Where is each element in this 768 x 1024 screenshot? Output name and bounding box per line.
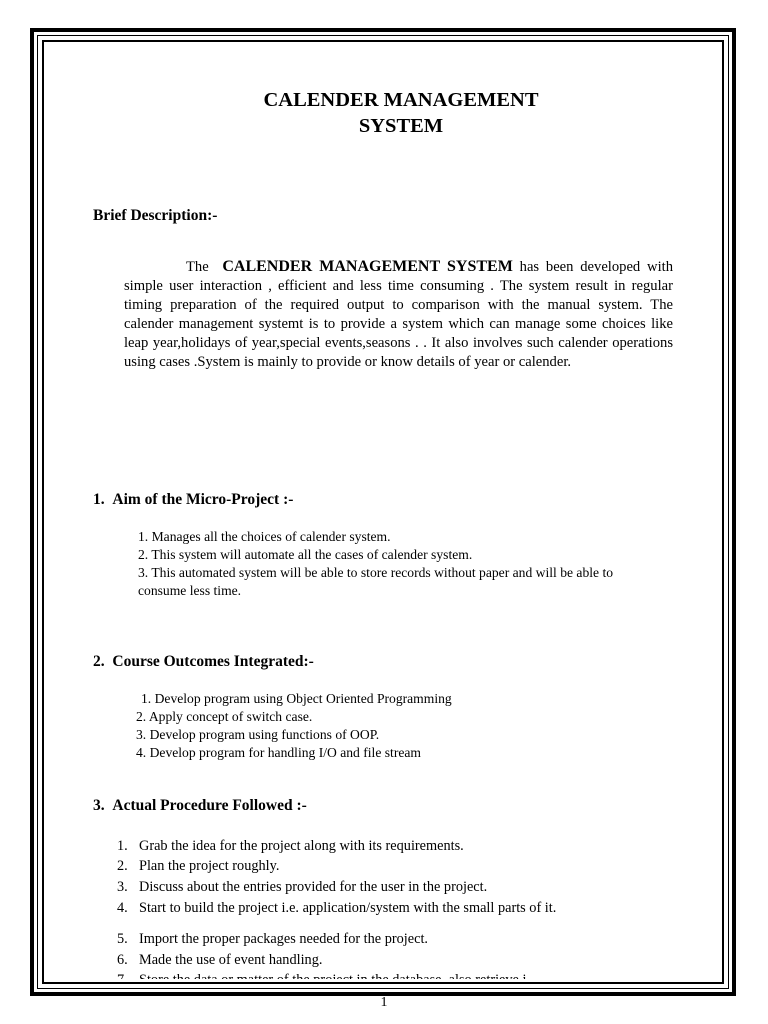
aim-item: consume less time. xyxy=(138,583,242,598)
aim-heading: Aim of the Micro-Project :- xyxy=(112,491,294,508)
outcomes-heading: Course Outcomes Integrated:- xyxy=(112,653,314,670)
procedure-step xyxy=(117,836,464,856)
document-title-line1: CALENDER MANAGEMENT xyxy=(263,89,539,111)
step-number: 2. xyxy=(117,858,128,874)
procedure-step xyxy=(117,929,428,949)
procedure-number: 3. xyxy=(93,797,105,814)
brief-description-heading: Brief Description:- xyxy=(93,207,218,224)
outcomes-section-heading xyxy=(93,652,314,672)
document-title-line2: SYSTEM xyxy=(358,115,444,137)
procedure-step xyxy=(117,856,279,876)
procedure-step xyxy=(117,898,556,918)
outcome-item: 2. Apply concept of switch case. xyxy=(136,709,313,724)
page-number: 1 xyxy=(380,995,388,1010)
step-text: Grab the idea for the project along with its requirements. xyxy=(139,838,464,854)
step-text: Made the use of event handling. xyxy=(139,952,323,968)
step-number: 5. xyxy=(117,931,128,947)
step-text: Discuss about the entries provided for the user in the project. xyxy=(139,879,488,895)
aim-section-heading xyxy=(93,490,293,510)
step-text: Start to build the project i.e. application/system with the small parts of it. xyxy=(139,900,557,916)
step-text: Plan the project roughly. xyxy=(139,858,280,874)
procedure-step xyxy=(117,950,322,970)
outcomes-number: 2. xyxy=(93,653,105,670)
procedure-step xyxy=(117,877,487,897)
aim-item: 1. Manages all the choices of calender system. xyxy=(138,529,391,544)
brief-lead: The xyxy=(186,259,209,275)
step-number: 6. xyxy=(117,952,128,968)
system-name: CALENDER MANAGEMENT SYSTEM xyxy=(222,258,513,275)
step-number: 1. xyxy=(117,838,128,854)
aim-item: 2. This system will automate all the cases of calender system. xyxy=(138,547,473,562)
brief-description-paragraph xyxy=(124,257,673,372)
step-number: 4. xyxy=(117,900,128,916)
outcome-item: 3. Develop program using functions of OOP. xyxy=(136,727,380,742)
step-text: Import the proper packages needed for the project. xyxy=(139,931,428,947)
brief-text: has been developed with simple user interaction , efficient and less time consuming . The system result in regular timing preparation of the required output to comparison with the manual system. The calender management systemt is to provide a system which can manage some choices like leap year,holidays of year,special events,seasons . . It also involves such calender operations using cases .System is mainly to provide or know details of year or calender. xyxy=(124,259,673,370)
outcome-item: 4. Develop program for handling I/O and file stream xyxy=(136,745,422,760)
procedure-heading: Actual Procedure Followed :- xyxy=(112,797,307,814)
outcome-item: 1. Develop program using Object Oriented Programming xyxy=(141,691,452,706)
page-border-bottom-inner xyxy=(42,979,724,984)
aim-item: 3. This automated system will be able to store records without paper and will be able to xyxy=(138,565,614,580)
aim-number: 1. xyxy=(93,491,105,508)
step-number: 3. xyxy=(117,879,128,895)
procedure-section-heading xyxy=(93,796,307,816)
